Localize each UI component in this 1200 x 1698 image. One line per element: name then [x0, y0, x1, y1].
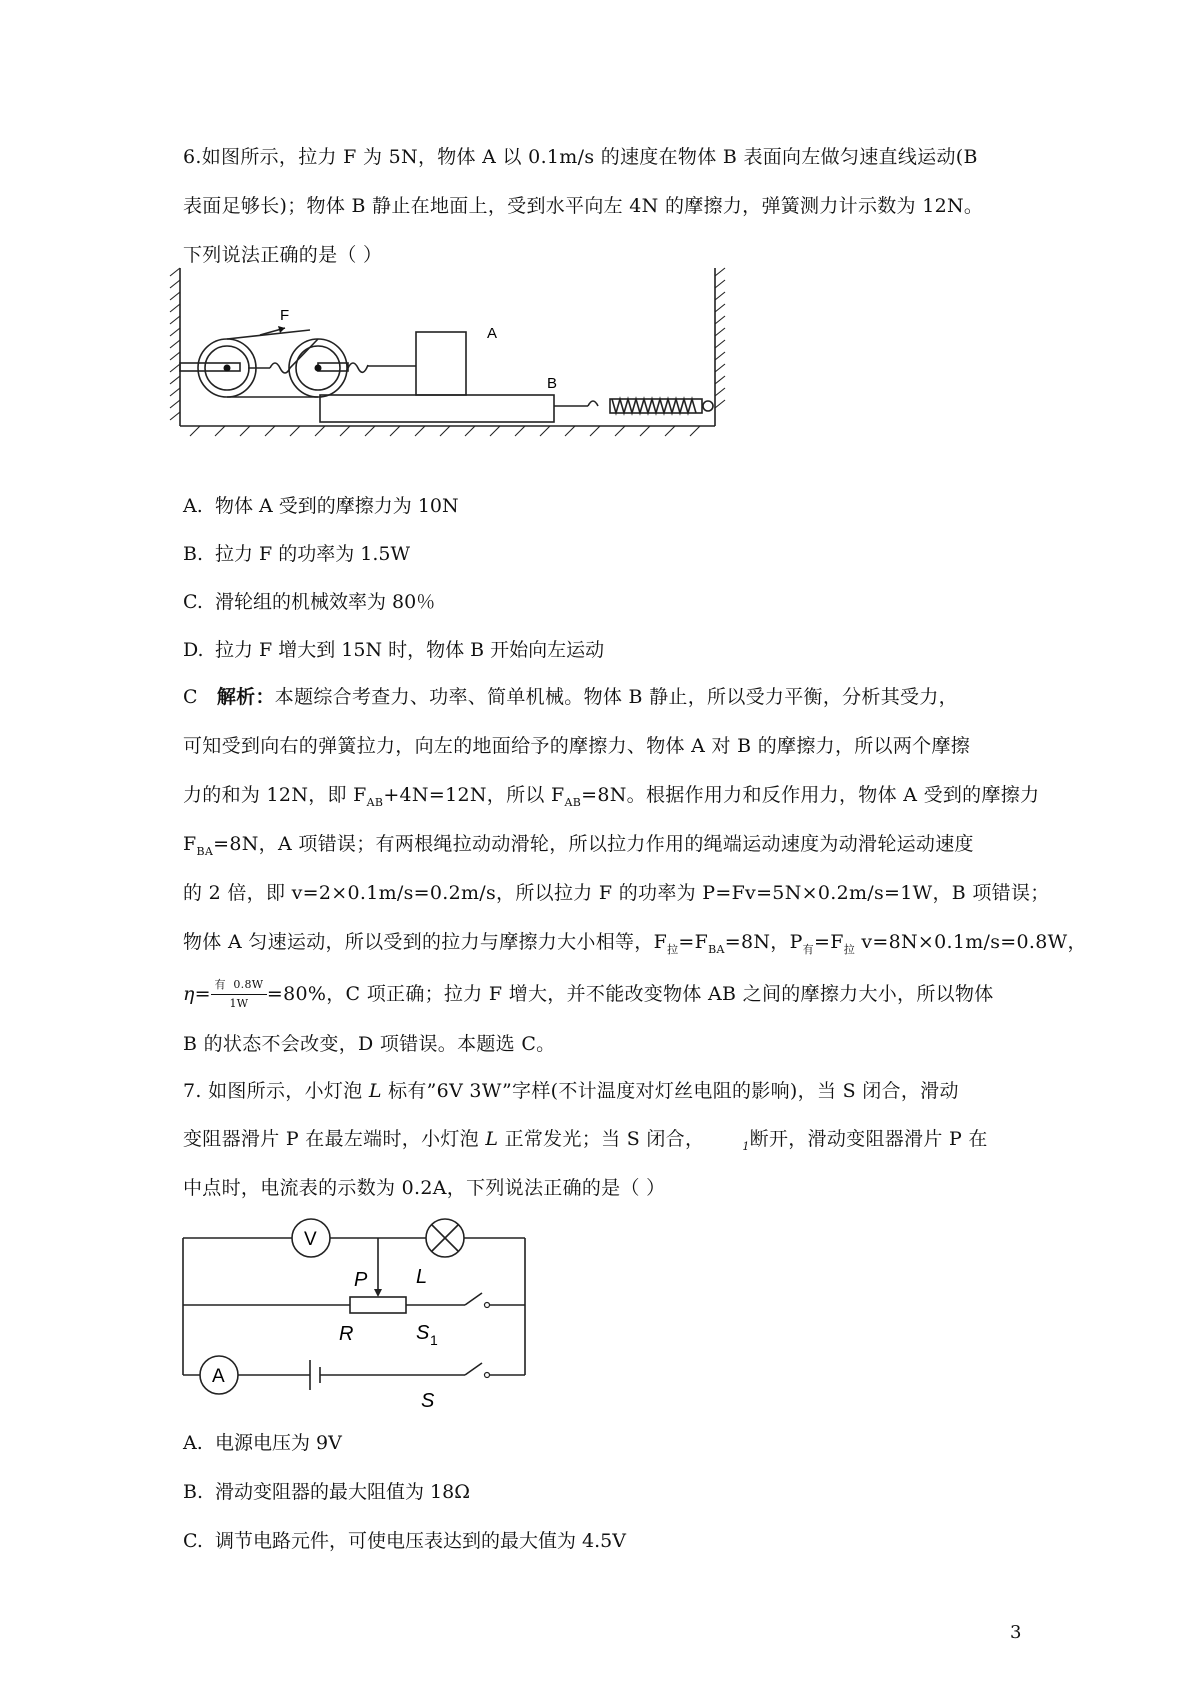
- q6-stem-line-2: 表面足够长)；物体 B 静止在地面上，受到水平向左 4N 的摩擦力，弹簧测力计示数为 12N。: [183, 195, 984, 217]
- q6-stem-line-3: 下列说法正确的是（ ）: [183, 244, 383, 266]
- force-label: F: [280, 307, 290, 324]
- q7-option-c: C. 调节电路元件，可使电压表达到的最大值为 4.5V: [183, 1530, 626, 1552]
- switch1-subscript: 1: [430, 1332, 438, 1348]
- ammeter-label: A: [212, 1366, 225, 1387]
- q6-analysis-line-2: 可知受到向右的弹簧拉力，向左的地面给予的摩擦力、物体 A 对 B 的摩擦力，所以两个摩擦: [183, 735, 971, 757]
- block-a-label: A: [487, 325, 498, 342]
- q7-stem-line-2: 变阻器滑片 P 在最左端时，小灯泡 L 正常发光；当 S 闭合， $_1$断开，滑动变阻器滑片 P 在: [183, 1128, 988, 1153]
- rheostat-label: R: [339, 1323, 354, 1345]
- slider-label: P: [354, 1269, 368, 1291]
- q6-option-a: A. 物体 A 受到的摩擦力为 10N: [183, 495, 459, 517]
- q6-analysis-line-1: C 解析：本题综合考查力、功率、简单机械。物体 B 静止，所以受力平衡，分析其受力，: [183, 686, 958, 708]
- q7-stem-line-3: 中点时，电流表的示数为 0.2A，下列说法正确的是（ ）: [183, 1177, 666, 1199]
- q6-analysis-line-7: η= $\frac{\text{有 0.8W}}{1W}$ =80%，C 项正确；拉力 F 增大，并不能改变物体 AB 之间的摩擦力大小，所以物体: [183, 978, 994, 1010]
- q7-option-a: A. 电源电压为 9V: [183, 1432, 342, 1454]
- page-number: 3: [1010, 1622, 1022, 1643]
- q6-option-d: D. 拉力 F 增大到 15N 时，物体 B 开始向左运动: [183, 639, 605, 661]
- q7-stem-line-1: 7. 如图所示，小灯泡 L 标有”6V 3W”字样(不计温度对灯丝电阻的影响)，当 S 闭合，滑动: [183, 1080, 959, 1102]
- block-b-label: B: [547, 375, 558, 392]
- lamp-label: L: [416, 1266, 428, 1288]
- q6-analysis-line-8: B 的状态不会改变，D 项错误。本题选 C。: [183, 1033, 556, 1055]
- q6-analysis-line-3: 力的和为 12N，即 $F_{AB}+4N=12N$，所以 $F_{AB}=8N$。根据作用力和反作用力，物体 A 受到的摩擦力: [183, 784, 1040, 809]
- q6-analysis-line-4: $F_{BA}=8N$，A 项错误；有两根绳拉动动滑轮，所以拉力作用的绳端运动速度为动滑轮运动速度: [183, 833, 974, 858]
- q6-analysis-line-5: 的 2 倍，即 v=2×0.1m/s=0.2m/s，所以拉力 F 的功率为 P=Fv=5N×0.2m/s=1W，B 项错误；: [183, 882, 1050, 904]
- q6-stem-line-1: 6.如图所示，拉力 F 为 5N，物体 A 以 0.1m/s 的速度在物体 B 表面向左做匀速直线运动(B: [183, 146, 978, 168]
- switch1-label: S: [416, 1322, 430, 1344]
- switch-label: S: [421, 1390, 435, 1412]
- q6-analysis-line-6: 物体 A 匀速运动，所以受到的拉力与摩擦力大小相等，$F_拉=F_{BA}=8N$，$P_有=F_拉$ v=8N×0.1m/s=0.8W，: [183, 931, 1087, 956]
- voltmeter-label: V: [304, 1229, 317, 1250]
- q6-pulley-figure: [170, 268, 770, 458]
- q7-option-b: B. 滑动变阻器的最大阻值为 18Ω: [183, 1481, 470, 1503]
- q7-circuit-figure: [180, 1215, 540, 1412]
- q6-option-b: B. 拉力 F 的功率为 1.5W: [183, 543, 411, 565]
- q6-option-c: C. 滑轮组的机械效率为 80％: [183, 591, 436, 613]
- efficiency-fraction: $\frac{\text{有 0.8W}}{1W}$: [211, 978, 267, 1012]
